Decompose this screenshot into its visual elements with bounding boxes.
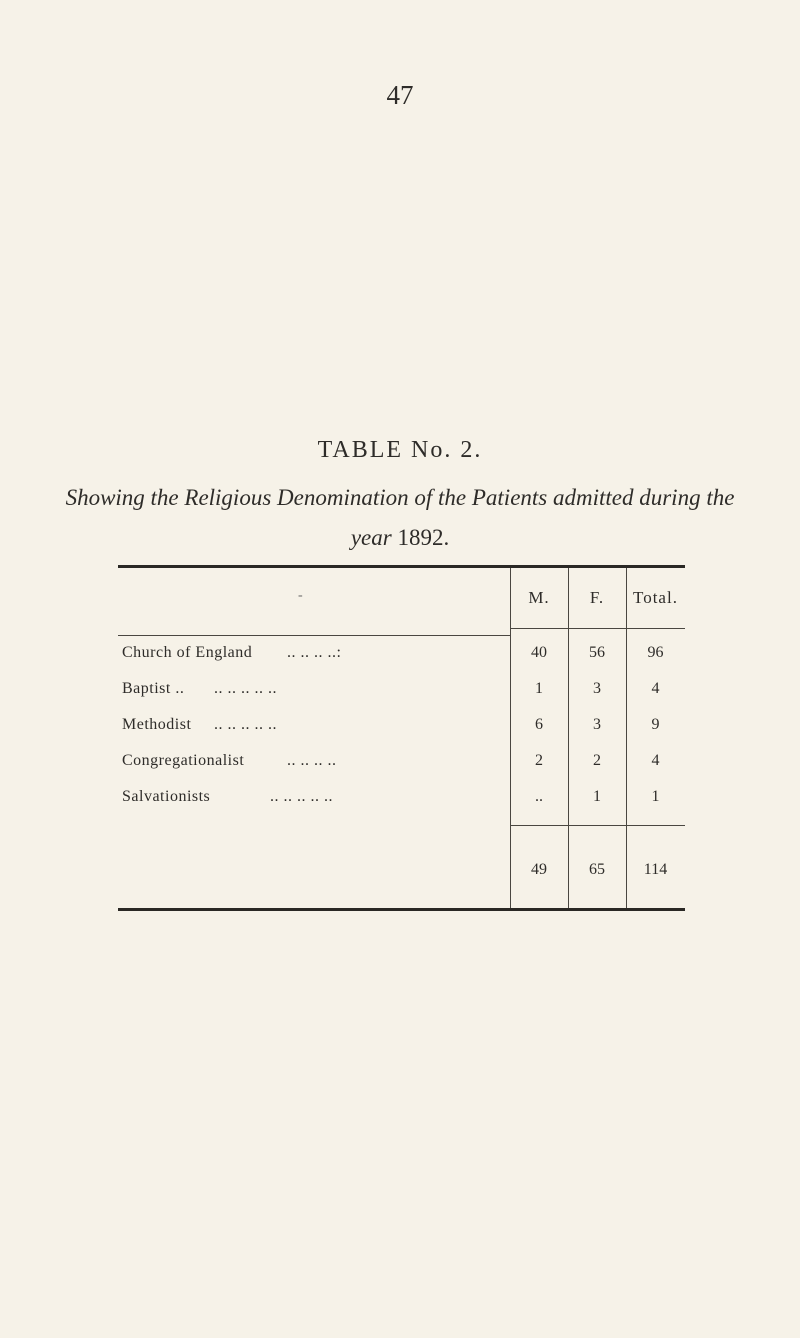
stub-header-mark: - xyxy=(298,588,303,603)
row-leader: .. .. .. ..: xyxy=(287,644,342,661)
header-m: M. xyxy=(528,588,550,607)
row-label: Church of England xyxy=(122,644,253,661)
table-row xyxy=(122,788,504,806)
row-label: Methodist xyxy=(122,716,192,733)
row-label: Salvationists xyxy=(122,788,211,805)
denomination-table xyxy=(118,565,685,911)
cell-f: 1 xyxy=(593,788,601,805)
total-all: 114 xyxy=(643,861,668,878)
row-label: Congregationalist xyxy=(122,752,245,769)
row-leader: .. .. .. .. xyxy=(287,752,337,769)
header-total: Total. xyxy=(633,588,678,607)
cell-f: 3 xyxy=(593,680,601,697)
table-row xyxy=(122,644,504,662)
table-row xyxy=(122,680,504,698)
cell-f: 56 xyxy=(589,644,605,661)
table-row xyxy=(122,716,504,734)
page-number: 47 xyxy=(386,80,414,110)
cell-total: 4 xyxy=(651,680,660,697)
column-rule xyxy=(568,568,569,908)
column-rule xyxy=(626,568,627,908)
cell-total: 96 xyxy=(647,644,664,661)
row-leader: .. .. .. .. .. xyxy=(214,716,277,733)
cell-f: 2 xyxy=(593,752,601,769)
totals-rule xyxy=(510,825,685,826)
cell-m: 1 xyxy=(535,680,543,697)
header-rule xyxy=(118,635,510,636)
cell-m: 6 xyxy=(535,716,543,733)
row-leader: .. .. .. .. .. xyxy=(270,788,333,805)
table-row xyxy=(122,752,504,770)
cell-total: 1 xyxy=(651,788,660,805)
cell-total: 9 xyxy=(651,716,660,733)
header-f: F. xyxy=(589,588,605,607)
total-m: 49 xyxy=(531,861,547,878)
header-rule xyxy=(510,628,685,629)
table-caption xyxy=(50,478,750,558)
cell-f: 3 xyxy=(593,716,601,733)
row-leader: .. .. .. .. .. xyxy=(214,680,277,697)
cell-total: 4 xyxy=(651,752,660,769)
caption-text: Showing the Religious Denomination of the Patients admitted during the year xyxy=(65,485,735,550)
caption-year: 1892. xyxy=(397,525,450,550)
row-label: Baptist .. xyxy=(122,680,185,697)
cell-m: .. xyxy=(535,788,543,805)
total-f: 65 xyxy=(589,861,605,878)
table-title: TABLE No. 2. xyxy=(317,437,483,463)
cell-m: 40 xyxy=(531,644,547,661)
column-rule xyxy=(510,568,511,908)
cell-m: 2 xyxy=(535,752,543,769)
